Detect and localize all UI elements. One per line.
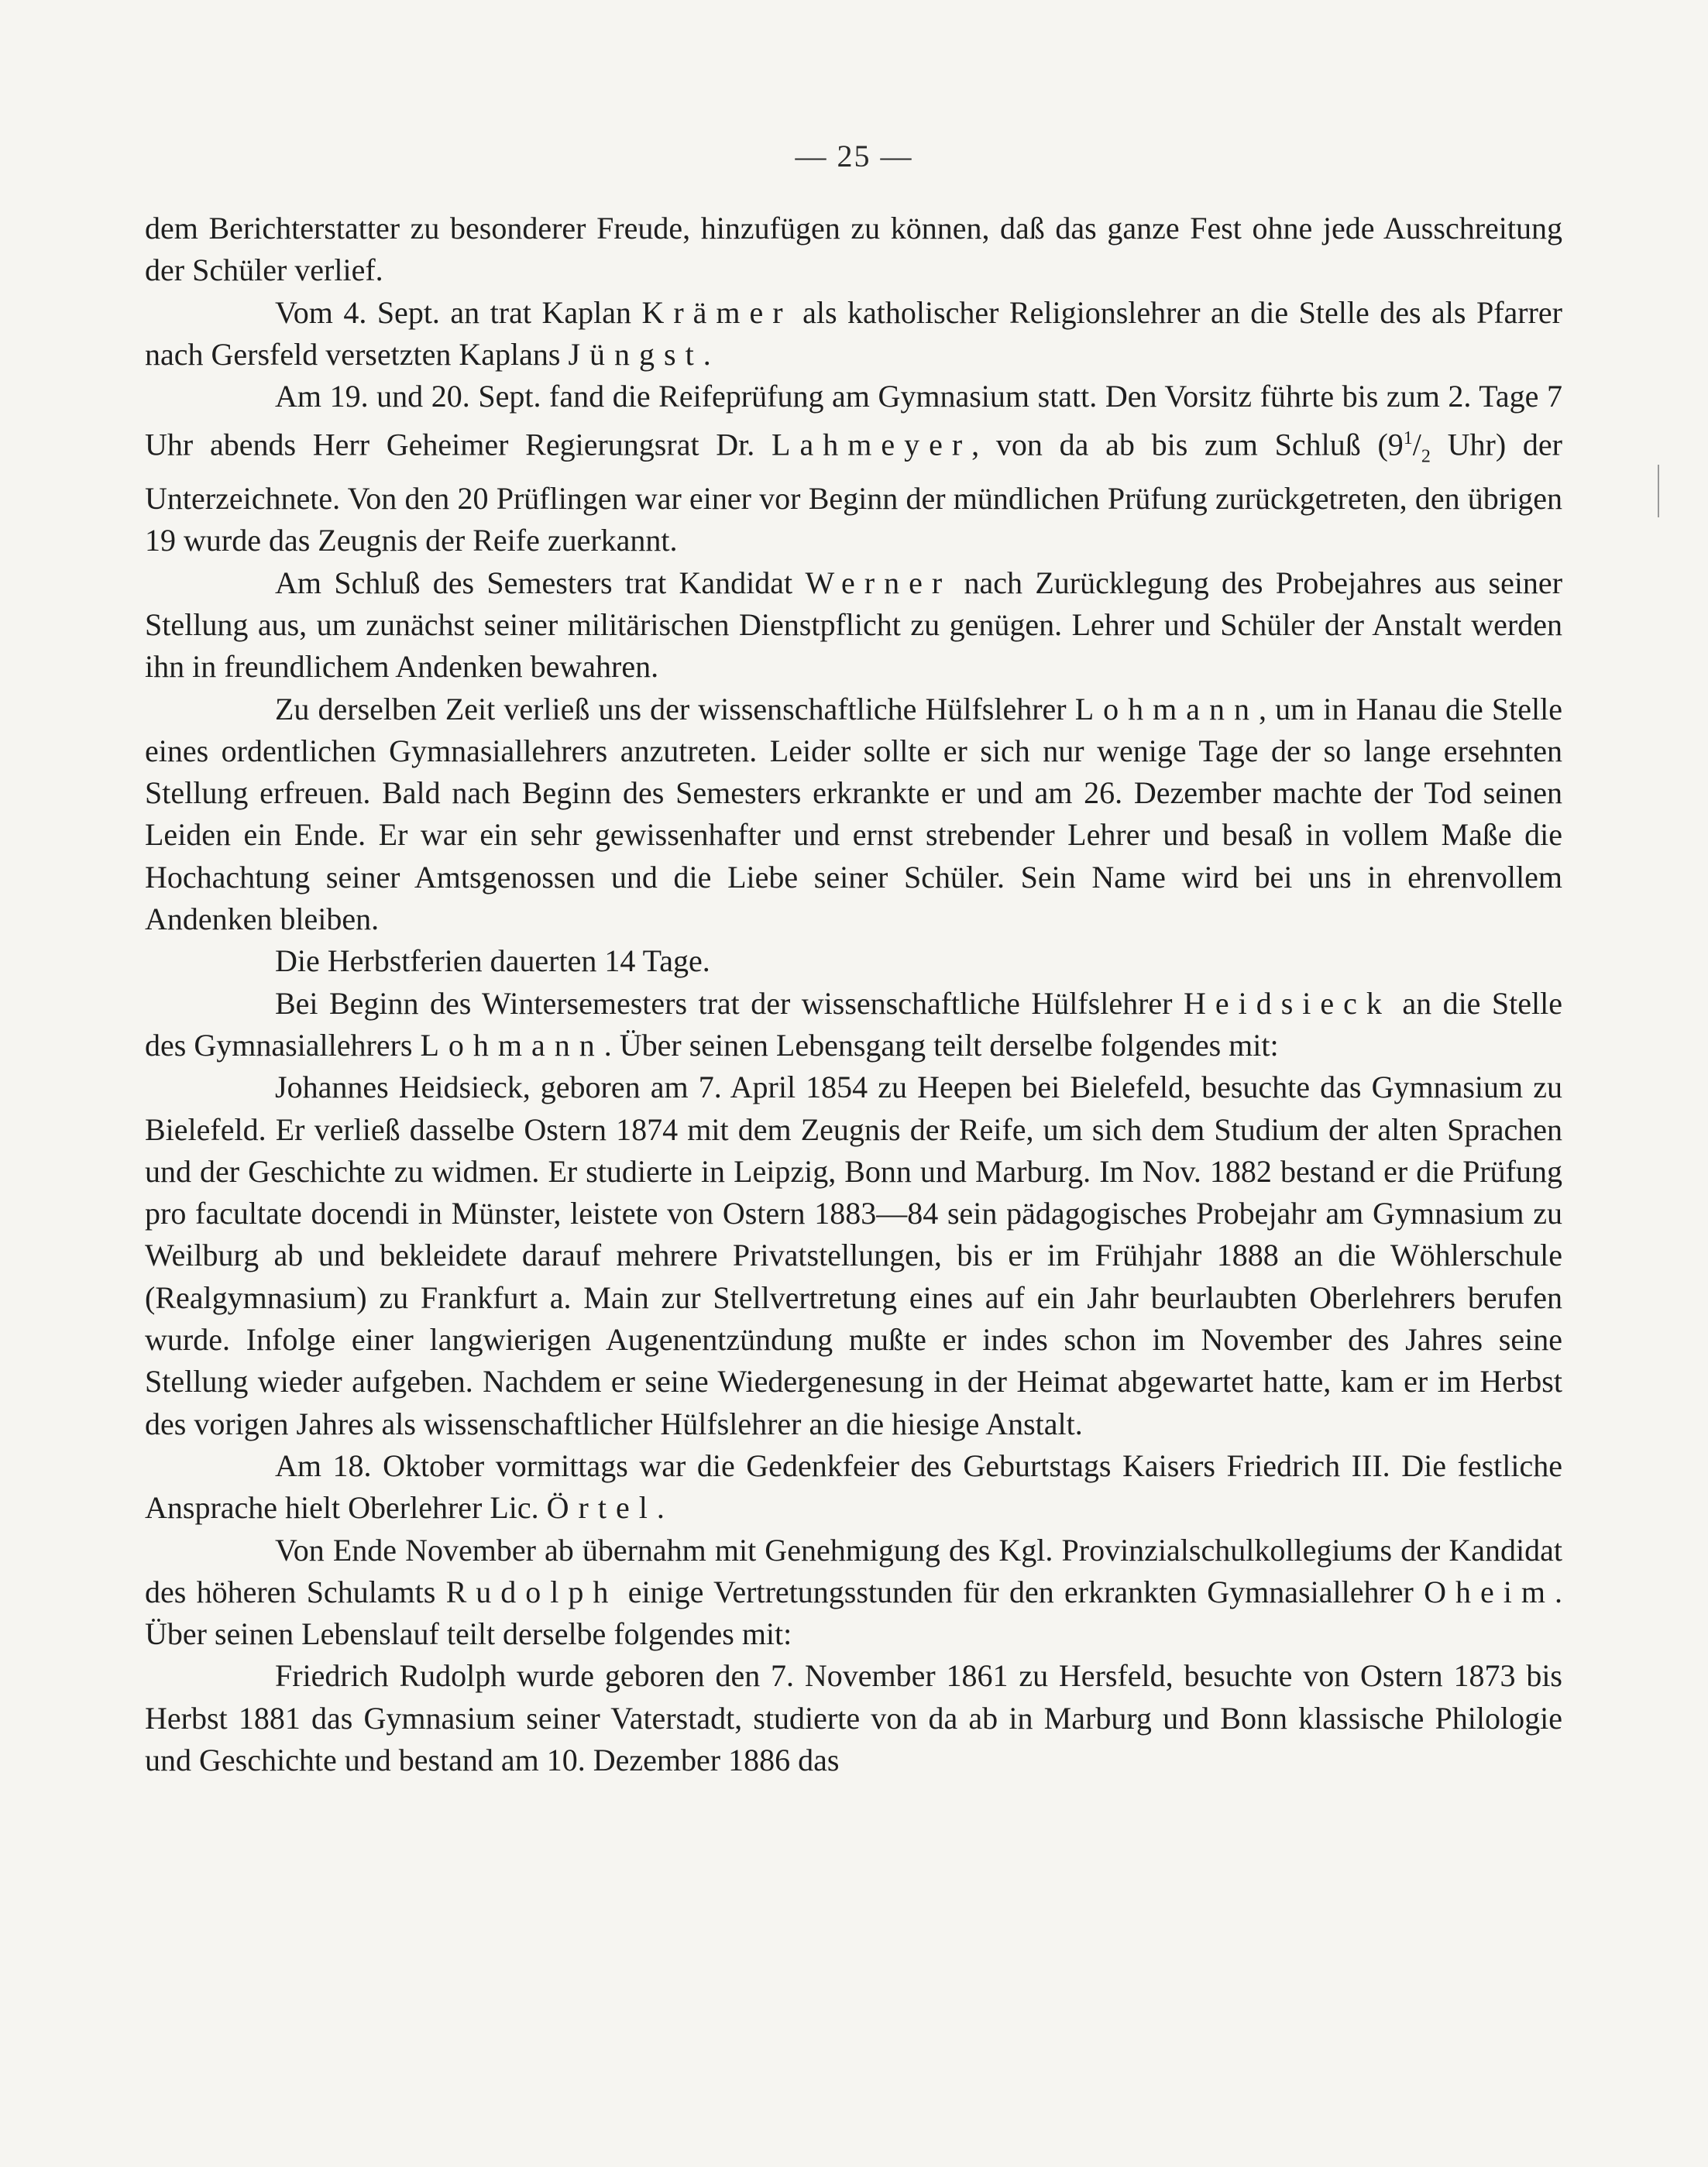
name-oheim: Oheim	[1424, 1574, 1555, 1609]
paragraph-rudolph-intro: Von Ende November ab übernahm mit Genehmigung des Kgl. Provinzialschulkollegiums der Kandidat des höheren Schulamts Rudolph einige Vertretungsstunden für den erkrankten Gymnasiallehrer Oheim. Über seinen Lebenslauf teilt derselbe folgendes mit:	[145, 1532, 1563, 1652]
paragraph-kaplan: Vom 4. Sept. an trat Kaplan Krämer als katholischer Religionslehrer an die Stelle des als Pfarrer nach Gersfeld versetzten Kaplans Jüngst.	[145, 294, 1562, 372]
fraction-slash: /	[1412, 427, 1421, 462]
name-juengst: Jüngst	[568, 336, 703, 372]
name-lahmeyer: Lahmeyer	[772, 427, 972, 462]
paragraph-fest-ending: dem Berichterstatter zu besonderer Freude, hinzufügen zu können, daß das ganze Fest ohne jede Ausschreitung der Schüler verlief.	[145, 211, 1562, 288]
margin-mark	[1658, 465, 1659, 517]
paragraph-reifepruefung: Am 19. und 20. Sept. fand die Reifeprüfung am Gymnasium statt. Den Vorsitz führte bis zum 2. Tage 7 Uhr abends Herr Geheimer Regierungsrat Dr. Lahmeyer, von da ab bis zum Schluß ($9^1/_2$ Uhr) der Unterzeichnete. Von den 20 Prüflingen war einer vor Beginn der mündlichen Prüfung zurückgetreten, den übrigen 19 wurde das Zeugnis der Reife zuerkannt.	[145, 379, 1562, 558]
paragraph-werner: Am Schluß des Semesters trat Kandidat Werner nach Zurücklegung des Probejahres aus seiner Stellung aus, um zunächst seiner militärischen Dienstpflicht zu genügen. Lehrer und Schüler der Anstalt werden ihn in freundlichem Andenken bewahren.	[145, 565, 1563, 685]
fraction-denominator: 2	[1421, 446, 1431, 467]
fraction-numerator: 1	[1403, 428, 1413, 449]
name-werner: Werner	[805, 565, 952, 600]
paragraph-gedenkfeier: Am 18. Oktober vormittags war die Gedenkfeier des Geburtstags Kaisers Friedrich III. Die festliche Ansprache hielt Oberlehrer Lic. Örtel.	[145, 1448, 1562, 1526]
name-lohmann: Lohmann	[1074, 691, 1260, 726]
paragraph-rudolph-bio: Friedrich Rudolph wurde geboren den 7. November 1861 zu Hersfeld, besuchte von Ostern 1873 bis Herbst 1881 das Gymnasium seiner Vaterstadt, studierte von da ab in Marburg und Bonn klassische Philologie und Geschichte und bestand am 10. Dezember 1886 das	[145, 1658, 1562, 1778]
name-rudolph: Rudolph	[445, 1574, 618, 1609]
body-text	[145, 208, 1562, 1781]
page-number: — 25 —	[795, 139, 913, 173]
paragraph-lohmann: Zu derselben Zeit verließ uns der wissenschaftliche Hülfslehrer Lohmann, um in Hanau die Stelle eines ordentlichen Gymnasiallehrers anzutreten. Leider sollte er sich nur wenige Tage der so lange ersehnten Stellung erfreuen. Bald nach Beginn des Semesters erkrankte er und am 26. Dezember machte der Tod seinen Leiden ein Ende. Er war ein sehr gewissenhafter und ernst strebender Lehrer und besaß in vollem Maße die Hochachtung seiner Amtsgenossen und die Liebe seiner Schüler. Sein Name wird bei uns in ehrenvollem Andenken bleiben.	[145, 691, 1562, 937]
name-oertel: Örtel	[546, 1490, 657, 1526]
name-kraemer: Krämer	[641, 294, 792, 330]
name-heidsieck: Heidsieck	[1183, 985, 1391, 1021]
name-lohmann-2: Lohmann	[420, 1027, 604, 1063]
paragraph-herbstferien: Die Herbstferien dauerten 14 Tage.	[275, 943, 710, 979]
paragraph-heidsieck-bio: Johannes Heidsieck, geboren am 7. April 1854 zu Heepen bei Bielefeld, besuchte das Gymnasium zu Bielefeld. Er verließ dasselbe Ostern 1874 mit dem Zeugnis der Reife, um sich dem Studium der alten Sprachen und der Geschichte zu widmen. Er studierte in Leipzig, Bonn und Marburg. Im Nov. 1882 bestand er die Prüfung pro facultate docendi in Münster, leistete von Ostern 1883—84 sein pädagogisches Probejahr am Gymnasium zu Weilburg ab und bekleidete darauf mehrere Privatstellungen, bis er im Frühjahr 1888 an die Wöhlerschule (Realgymnasium) zu Frankfurt a. Main zur Stellvertretung eines auf ein Jahr beurlaubten Oberlehrers berufen wurde. Infolge einer langwierigen Augenentzündung mußte er indes schon im November des Jahres seine Stellung wieder aufgeben. Nachdem er seine Wiedergenesung in der Heimat abgewartet hatte, kam er im Herbst des vorigen Jahres als wissenschaftlicher Hülfslehrer an die hiesige Anstalt.	[145, 1070, 1562, 1441]
paragraph-heidsieck-intro: Bei Beginn des Wintersemesters trat der wissenschaftliche Hülfslehrer Heidsieck an die Stelle des Gymnasiallehrers Lohmann. Über seinen Lebensgang teilt derselbe folgendes mit:	[145, 985, 1562, 1063]
